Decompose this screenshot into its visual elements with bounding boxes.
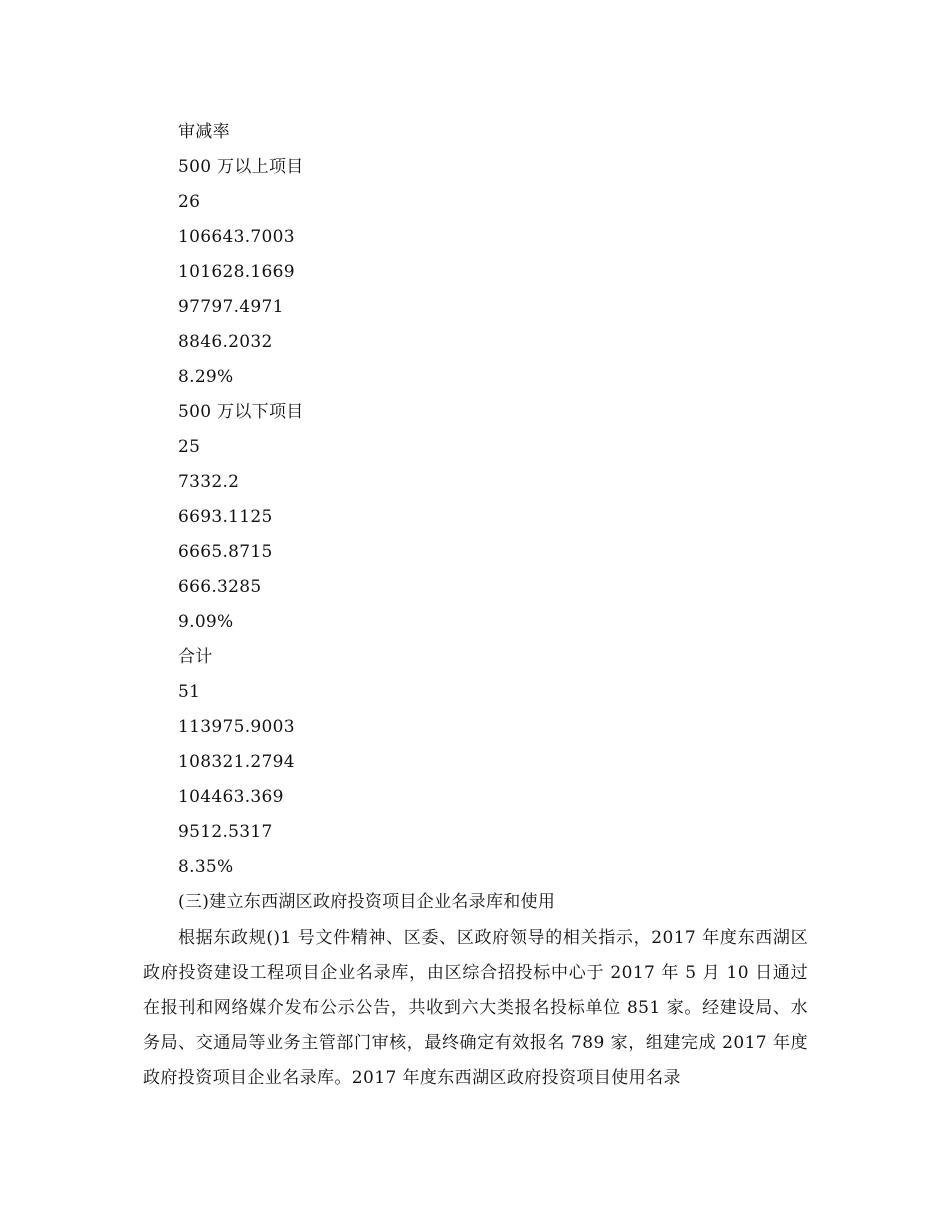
text-line: 8846.2032 [178, 332, 273, 352]
text-line: 审减率 [178, 122, 230, 142]
text-line: 500 万以下项目 [178, 402, 304, 422]
text-line: 6693.1125 [178, 507, 273, 527]
text-line: 9.09% [178, 612, 234, 632]
text-line: 51 [178, 682, 201, 702]
text-line: 合计 [178, 647, 213, 667]
text-line: 113975.9003 [178, 717, 295, 737]
body-paragraph: 根据东政规()1 号文件精神、区委、区政府领导的相关指示，2017 年度东西湖区政府投资建设工程项目企业名录库，由区综合招投标中心于 2017 年 5 月 10 日通过在报刊和网络媒介发布公示公告，共收到六大类报名投标单位 851 家。经建设局、水务局、交通局等业务主管部门审核，最终确定有效报名 789 家，组建完成 2017 年度政府投资项目企业名录库。2017 年度东西湖区政府投资项目使用名录 [143, 928, 808, 1088]
text-line: 26 [178, 192, 201, 212]
text-line: 97797.4971 [178, 297, 284, 317]
text-line: 8.35% [178, 857, 234, 877]
section-heading: (三)建立东西湖区政府投资项目企业名录库和使用 [178, 892, 556, 912]
text-line: 106643.7003 [178, 227, 295, 247]
text-line: 25 [178, 437, 201, 457]
text-line: 9512.5317 [178, 822, 273, 842]
text-line: 101628.1669 [178, 262, 295, 282]
text-line: 7332.2 [178, 472, 240, 492]
text-line: 6665.8715 [178, 542, 273, 562]
text-line: 108321.2794 [178, 752, 295, 772]
text-line: 500 万以上项目 [178, 157, 304, 177]
text-line: 8.29% [178, 367, 234, 387]
text-line: 666.3285 [178, 577, 262, 597]
text-line: 104463.369 [178, 787, 284, 807]
